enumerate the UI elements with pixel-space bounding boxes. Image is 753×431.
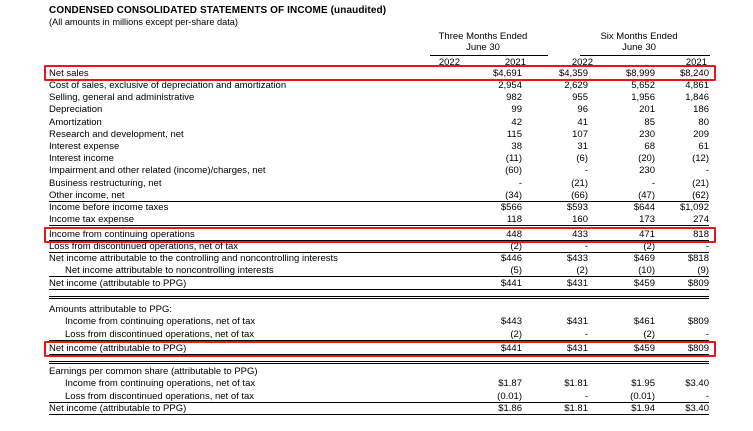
row-value-col-4: - <box>705 391 709 402</box>
row-value-col-1: 982 <box>506 92 522 103</box>
row-value-col-4: - <box>705 241 709 252</box>
row-label: Amortization <box>49 117 102 128</box>
row-value-col-3: $459 <box>633 343 655 354</box>
row-value-col-3: 68 <box>644 141 655 152</box>
six-months-label: Six Months Ended <box>600 31 678 42</box>
row-label: Selling, general and administrative <box>49 92 195 103</box>
three-months-sublabel: June 30 <box>466 42 500 53</box>
three-months-label: Three Months Ended <box>438 31 528 42</box>
row-value-col-2: (2) <box>576 265 588 276</box>
row-value-col-4: $809 <box>687 278 709 289</box>
row-value-col-4: 186 <box>693 104 709 115</box>
row-value-col-1: (2) <box>510 329 522 340</box>
row-value-col-3: 173 <box>639 214 655 225</box>
row-value-col-2: $4,359 <box>558 68 588 79</box>
section-separator <box>49 361 709 362</box>
row-label: Other income, net <box>49 190 125 201</box>
row-label: Income from continuing operations <box>49 229 195 240</box>
row-value-col-4: 61 <box>698 141 709 152</box>
row-value-col-4: $8,240 <box>679 68 709 79</box>
row-label: Net sales <box>49 68 89 79</box>
row-label: Interest expense <box>49 141 120 152</box>
row-value-col-2: 31 <box>577 141 588 152</box>
table-row <box>49 129 709 140</box>
table-row <box>49 104 709 115</box>
row-value-col-3: $461 <box>633 316 655 327</box>
table-row <box>49 343 709 354</box>
row-value-col-4: $818 <box>687 253 709 264</box>
section-separator <box>49 298 709 299</box>
row-value-col-1: $1.86 <box>498 403 522 414</box>
section-separator <box>49 363 709 364</box>
six-months-header <box>569 31 709 53</box>
row-value-col-3: 230 <box>639 165 655 176</box>
row-value-col-4: 818 <box>693 229 709 240</box>
table-row <box>49 190 709 201</box>
statement-title: CONDENSED CONSOLIDATED STATEMENTS OF INCOME (unaudited) <box>49 5 387 16</box>
row-value-col-4: 4,861 <box>685 80 709 91</box>
row-value-col-3: 230 <box>639 129 655 140</box>
row-label: Amounts attributable to PPG: <box>49 304 173 315</box>
row-label: Income before income taxes <box>49 202 169 213</box>
row-label: Net income attributable to the controlling and noncontrolling interests <box>49 253 338 264</box>
row-value-col-1: 42 <box>511 117 522 128</box>
row-value-col-3: $469 <box>633 253 655 264</box>
row-value-col-3: (0.01) <box>630 391 655 402</box>
row-value-col-4: $1,092 <box>679 202 709 213</box>
row-value-col-1: 2,954 <box>498 80 522 91</box>
row-label: Net income (attributable to PPG) <box>49 403 187 414</box>
row-value-col-1: $566 <box>500 202 522 213</box>
row-value-col-4: $3.40 <box>685 378 709 389</box>
row-value-col-3: (20) <box>638 153 655 164</box>
row-value-col-4: 274 <box>693 214 709 225</box>
row-label: Cost of sales, exclusive of depreciation and amortization <box>49 80 287 91</box>
row-value-col-4: (12) <box>692 153 709 164</box>
row-label: Income from continuing operations, net of tax <box>65 316 256 327</box>
row-value-col-2: $431 <box>566 343 588 354</box>
row-value-col-2: 2,629 <box>564 80 588 91</box>
row-rule <box>49 354 709 355</box>
row-value-col-2: 160 <box>572 214 588 225</box>
row-value-col-1: - <box>518 178 522 189</box>
row-value-col-2: 955 <box>572 92 588 103</box>
row-value-col-2: (21) <box>571 178 588 189</box>
row-value-col-3: $459 <box>633 278 655 289</box>
row-value-col-4: (62) <box>692 190 709 201</box>
row-label: Interest income <box>49 153 114 164</box>
row-value-col-3: (2) <box>643 241 655 252</box>
row-value-col-1: 38 <box>511 141 522 152</box>
row-value-col-4: (21) <box>692 178 709 189</box>
statement-subtitle: (All amounts in millions except per-share data) <box>49 17 238 27</box>
row-label: Loss from discontinued operations, net of tax <box>65 329 255 340</box>
row-value-col-3: $1.94 <box>631 403 655 414</box>
table-row <box>49 229 709 240</box>
row-value-col-4: - <box>705 329 709 340</box>
row-label: Loss from discontinued operations, net of tax <box>49 241 239 252</box>
row-value-col-2: - <box>584 165 588 176</box>
row-value-col-3: 201 <box>639 104 655 115</box>
row-value-col-3: 85 <box>644 117 655 128</box>
row-label: Income tax expense <box>49 214 135 225</box>
row-value-col-3: - <box>651 178 655 189</box>
row-value-col-1: $441 <box>500 343 522 354</box>
table-row <box>49 316 709 327</box>
row-label: Net income attributable to noncontrolling interests <box>65 265 274 276</box>
row-value-col-2: - <box>584 329 588 340</box>
row-value-col-1: 448 <box>506 229 522 240</box>
six-months-underline <box>580 55 710 56</box>
row-label: Impairment and other related (income)/charges, net <box>49 165 266 176</box>
table-row <box>49 378 709 389</box>
table-row <box>49 278 709 289</box>
row-value-col-4: - <box>705 165 709 176</box>
row-value-col-3: (10) <box>638 265 655 276</box>
table-row <box>49 214 709 225</box>
row-value-col-2: $1.81 <box>564 378 588 389</box>
row-rule <box>49 289 709 290</box>
row-value-col-1: $443 <box>500 316 522 327</box>
row-label: Net income (attributable to PPG) <box>49 278 187 289</box>
table-row <box>49 92 709 103</box>
row-value-col-1: $446 <box>500 253 522 264</box>
row-label: Depreciation <box>49 104 103 115</box>
row-value-col-3: 471 <box>639 229 655 240</box>
row-value-col-4: $809 <box>687 316 709 327</box>
row-value-col-1: 118 <box>506 214 522 225</box>
row-rule <box>49 225 709 226</box>
row-value-col-1: 99 <box>511 104 522 115</box>
row-value-col-3: 5,652 <box>631 80 655 91</box>
table-row <box>49 202 709 213</box>
row-value-col-3: $1.95 <box>631 378 655 389</box>
table-row <box>49 80 709 91</box>
row-value-col-4: (9) <box>697 265 709 276</box>
table-row <box>49 241 709 252</box>
row-value-col-4: $3.40 <box>685 403 709 414</box>
row-label: Net income (attributable to PPG) <box>49 343 187 354</box>
row-value-col-1: (11) <box>505 153 522 164</box>
row-value-col-4: 209 <box>693 129 709 140</box>
year-col-1: 2022 <box>438 57 460 68</box>
row-value-col-3: (47) <box>638 190 655 201</box>
row-rule <box>49 276 709 277</box>
row-value-col-2: 433 <box>572 229 588 240</box>
three-months-underline <box>430 55 548 56</box>
table-row <box>49 117 709 128</box>
row-rule <box>49 414 709 415</box>
row-value-col-1: (0.01) <box>497 391 522 402</box>
table-row <box>49 304 709 315</box>
row-value-col-2: $1.81 <box>564 403 588 414</box>
table-row <box>49 403 709 414</box>
table-row <box>49 253 709 264</box>
year-col-3: 2022 <box>571 57 593 68</box>
row-value-col-1: (60) <box>505 165 522 176</box>
row-label: Business restructuring, net <box>49 178 162 189</box>
three-months-header <box>418 31 548 53</box>
row-value-col-4: 80 <box>698 117 709 128</box>
year-col-2: 2021 <box>504 57 526 68</box>
row-value-col-1: (5) <box>510 265 522 276</box>
table-row <box>49 391 709 402</box>
row-label: Research and development, net <box>49 129 184 140</box>
row-value-col-1: (34) <box>505 190 522 201</box>
row-label: Earnings per common share (attributable to PPG) <box>49 366 258 377</box>
row-value-col-2: - <box>584 241 588 252</box>
row-label: Loss from discontinued operations, net of tax <box>65 391 255 402</box>
row-rule <box>49 340 709 341</box>
row-value-col-3: (2) <box>643 329 655 340</box>
row-value-col-2: - <box>584 391 588 402</box>
row-value-col-2: 41 <box>577 117 588 128</box>
table-row <box>49 265 709 276</box>
table-row <box>49 165 709 176</box>
row-value-col-2: (66) <box>571 190 588 201</box>
six-months-sublabel: June 30 <box>622 42 656 53</box>
table-row <box>49 153 709 164</box>
row-value-col-1: $441 <box>500 278 522 289</box>
row-value-col-2: $431 <box>566 316 588 327</box>
row-value-col-1: (2) <box>510 241 522 252</box>
row-value-col-3: $644 <box>633 202 655 213</box>
row-value-col-2: 96 <box>577 104 588 115</box>
row-value-col-2: 107 <box>572 129 588 140</box>
row-value-col-2: $433 <box>566 253 588 264</box>
row-label: Income from continuing operations, net of tax <box>65 378 256 389</box>
row-value-col-2: (6) <box>576 153 588 164</box>
row-value-col-4: 1,846 <box>685 92 709 103</box>
row-value-col-2: $593 <box>566 202 588 213</box>
table-row <box>49 178 709 189</box>
row-value-col-1: 115 <box>506 129 522 140</box>
row-value-col-4: $809 <box>687 343 709 354</box>
row-value-col-1: $1.87 <box>498 378 522 389</box>
section-separator <box>49 296 709 297</box>
row-value-col-3: 1,956 <box>631 92 655 103</box>
row-value-col-1: $4,691 <box>492 68 522 79</box>
table-row <box>49 68 709 79</box>
row-value-col-2: $431 <box>566 278 588 289</box>
table-row <box>49 141 709 152</box>
table-row <box>49 329 709 340</box>
row-value-col-3: $8,999 <box>625 68 655 79</box>
table-row <box>49 366 709 377</box>
year-col-4: 2021 <box>685 57 707 68</box>
